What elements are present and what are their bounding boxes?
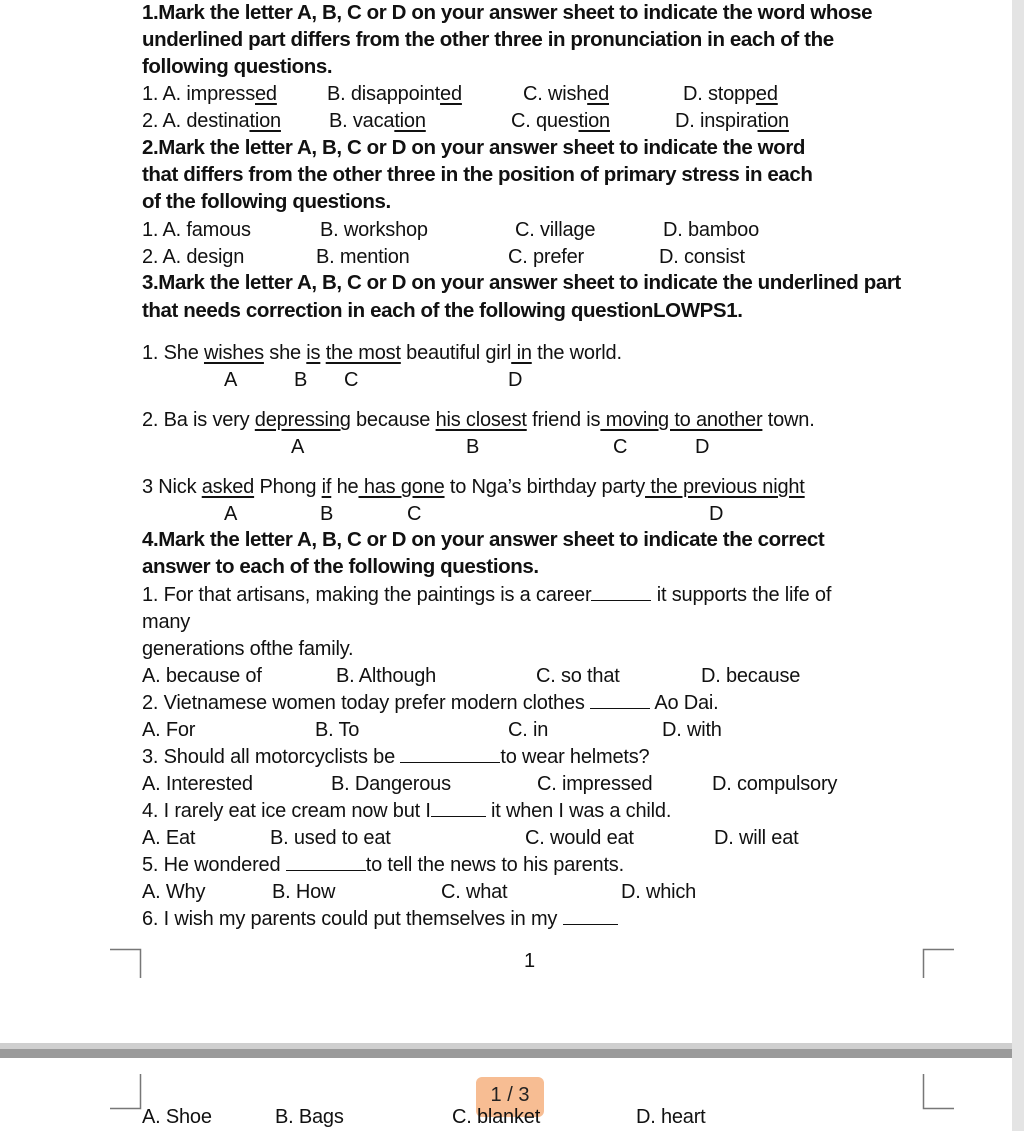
s2-q2-option-b: B. mention [316, 246, 410, 268]
s3-q2-letter-a: A [291, 436, 305, 458]
s3-q3-letter-a: A [224, 503, 238, 525]
s3-q1-letter-c: C [344, 369, 359, 391]
page-indicator[interactable]: 1 / 3 [476, 1077, 544, 1117]
s2-q2-option-c: C. prefer [508, 246, 585, 268]
s1-q1-option-d: D. stopped [683, 83, 778, 105]
s4-q4-option-d: D. will eat [714, 827, 799, 849]
s4-q4-option-c: C. would eat [525, 827, 634, 849]
s1-q2-option-c: C. question [511, 110, 610, 132]
s3-q1-letter-d: D [508, 369, 523, 391]
page-number: 1 [524, 950, 535, 972]
s2-q1-option-a: 1. A. famous [142, 219, 251, 241]
s4-q2-option-d: D. with [662, 719, 722, 741]
s4-q2-option-a: A. For [142, 719, 196, 741]
margin-corner-mark-left [110, 948, 150, 978]
section2-heading-line3: of the following questions. [142, 190, 391, 213]
s1-q1-option-b: B. disappointed [327, 83, 462, 105]
s4-q1-stem-line3: generations ofthe family. [142, 638, 354, 660]
s3-q3-letter-d: D [709, 503, 724, 525]
s4-q3-option-b: B. Dangerous [331, 773, 451, 795]
s4-q5-option-c: C. what [441, 881, 508, 903]
s4-q4-option-a: A. Eat [142, 827, 196, 849]
section1-heading-line1: 1.Mark the letter A, B, C or D on your answer sheet to indicate the word whose [142, 1, 873, 24]
section4-heading-line1: 4.Mark the letter A, B, C or D on your answer sheet to indicate the correct [142, 528, 825, 551]
p2-option-a: A. Shoe [142, 1106, 212, 1128]
s3-q2-letter-d: D [695, 436, 710, 458]
s4-q4-stem: 4. I rarely eat ice cream now but I it when I was a child. [142, 800, 672, 822]
s3-q3-letter-c: C [407, 503, 422, 525]
section1-heading-line3: following questions. [142, 55, 333, 78]
s4-q3-option-a: A. Interested [142, 773, 253, 795]
section2-heading-line1: 2.Mark the letter A, B, C or D on your answer sheet to indicate the word [142, 136, 806, 159]
s4-q1-option-c: C. so that [536, 665, 620, 687]
s4-q2-option-c: C. in [508, 719, 549, 741]
s4-q1-stem-line2: many [142, 611, 191, 633]
section4-heading-line2: answer to each of the following questions. [142, 555, 539, 578]
s4-q5-option-b: B. How [272, 881, 336, 903]
section3-heading-line2: that needs correction in each of the following questionLOWPS1. [142, 299, 743, 322]
s4-q3-option-d: D. compulsory [712, 773, 838, 795]
section2-heading-line2: that differs from the other three in the position of primary stress in each [142, 163, 813, 186]
margin-corner-mark-right-p2 [922, 1074, 962, 1110]
s4-q5-stem: 5. He wondered to tell the news to his parents. [142, 854, 624, 876]
s4-q1-option-d: D. because [701, 665, 801, 687]
s4-q1-option-a: A. because of [142, 665, 262, 687]
s3-q1-letter-b: B [294, 369, 308, 391]
s2-q2-option-a: 2. A. design [142, 246, 245, 268]
s3-q1-letter-a: A [224, 369, 238, 391]
s1-q2-option-a: 2. A. destination [142, 110, 281, 132]
s3-q1-sentence: 1. She wishes she is the most beautiful girl in the world. [142, 342, 622, 364]
s1-q2-option-b: B. vacation [329, 110, 426, 132]
s2-q1-option-b: B. workshop [320, 219, 428, 241]
s4-q4-option-b: B. used to eat [270, 827, 391, 849]
s1-q1-option-c: C. wished [523, 83, 610, 105]
s3-q3-sentence: 3 Nick asked Phong if he has gone to Nga’s birthday party the previous night [142, 476, 805, 498]
s4-q2-stem: 2. Vietnamese women today prefer modern clothes Ao Dai. [142, 692, 719, 714]
viewer-right-edge [1012, 0, 1024, 1131]
s2-q2-option-d: D. consist [659, 246, 745, 268]
section1-heading-line2: underlined part differs from the other three in pronunciation in each of the [142, 28, 834, 51]
p2-option-d: D. heart [636, 1106, 706, 1128]
s4-q6-stem: 6. I wish my parents could put themselves in my [142, 906, 618, 932]
section3-heading-line1: 3.Mark the letter A, B, C or D on your answer sheet to indicate the underlined part [142, 271, 901, 294]
s2-q1-option-c: C. village [515, 219, 596, 241]
s3-q2-letter-b: B [466, 436, 480, 458]
s3-q2-sentence: 2. Ba is very depressing because his closest friend is moving to another town. [142, 409, 815, 431]
s1-q1-option-a: 1. A. impressed [142, 83, 277, 105]
s4-q5-option-d: D. which [621, 881, 697, 903]
s4-q5-option-a: A. Why [142, 881, 206, 903]
s4-q1-stem-line1: 1. For that artisans, making the paintings is a career it supports the life of [142, 584, 832, 606]
p2-option-c: C. blanket [452, 1106, 541, 1128]
s4-q3-stem: 3. Should all motorcyclists be to wear helmets? [142, 746, 650, 768]
p2-option-b: B. Bags [275, 1106, 344, 1128]
s1-q2-option-d: D. inspiration [675, 110, 789, 132]
page-separator-shadow [0, 1049, 1012, 1058]
s3-q3-letter-b: B [320, 503, 334, 525]
s4-q2-option-b: B. To [315, 719, 360, 741]
s4-q3-option-c: C. impressed [537, 773, 653, 795]
s4-q1-option-b: B. Although [336, 665, 437, 687]
s3-q2-letter-c: C [613, 436, 628, 458]
s2-q1-option-d: D. bamboo [663, 219, 760, 241]
margin-corner-mark-right [922, 948, 962, 978]
